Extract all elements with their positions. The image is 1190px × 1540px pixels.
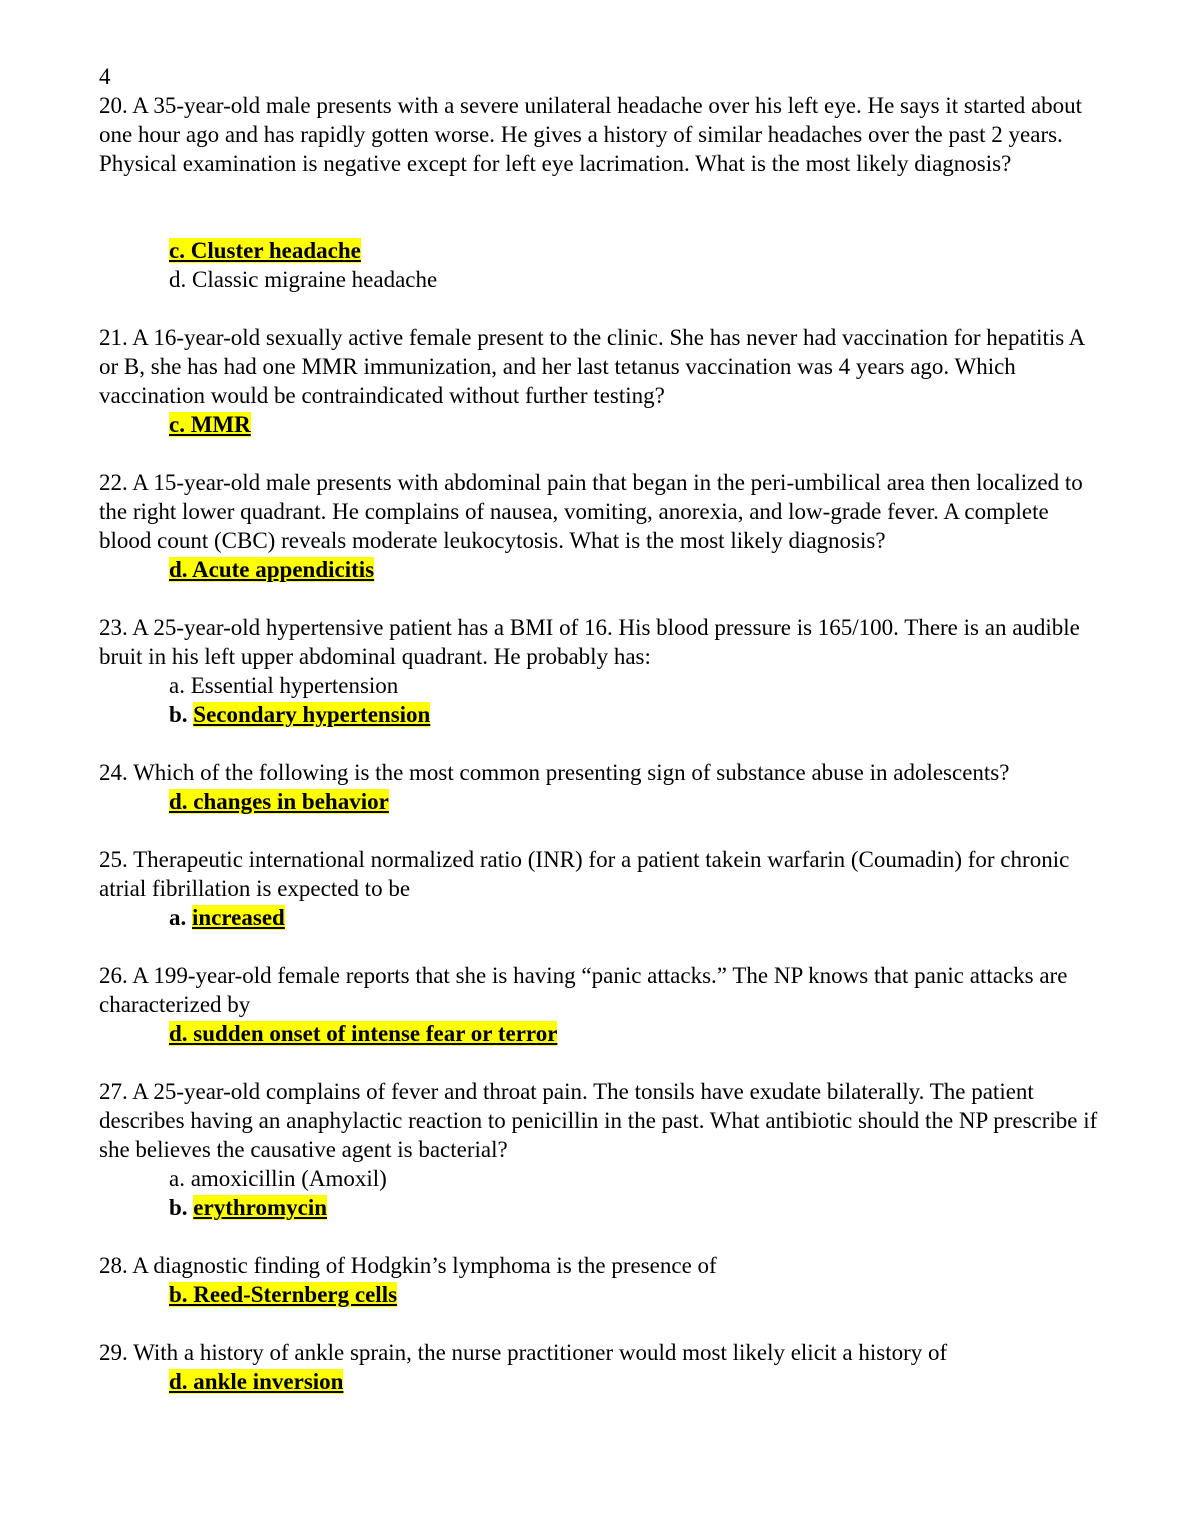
highlighted-answer: d. sudden onset of intense fear or terror [169,1021,558,1046]
highlighted-answer: d. changes in behavior [169,789,389,814]
highlighted-answer: c. MMR [169,412,251,437]
question-block [99,91,1098,294]
question-text: 25. Therapeutic international normalized ratio (INR) for a patient takein warfarin (Coumadin) for chronic atrial fibrillation is expected to be [99,847,1070,901]
answer-options [99,1367,1098,1396]
highlighted-answer: Secondary hypertension [193,702,431,727]
answer-option [169,555,1098,584]
question-block [99,323,1098,439]
answer-option-letter: b. [169,1195,194,1220]
answer-options [99,236,1098,294]
answer-options [99,1019,1098,1048]
blank-space [99,178,1098,236]
highlighted-answer: c. Cluster headache [169,238,361,263]
answer-options [99,1280,1098,1309]
answer-option [169,410,1098,439]
highlighted-answer: erythromycin [193,1195,328,1220]
answer-options [99,903,1098,932]
answer-options [99,671,1098,729]
answer-options [99,1164,1098,1222]
question-block [99,845,1098,932]
highlighted-answer: d. Acute appendicitis [169,557,375,582]
answer-options [99,410,1098,439]
question-text: 23. A 25-year-old hypertensive patient has a BMI of 16. His blood pressure is 165/100. There is an audible bruit in his left upper abdominal quadrant. He probably has: [99,615,1080,669]
answer-option [169,265,1098,294]
question-text: 28. A diagnostic finding of Hodgkin’s lymphoma is the presence of [99,1253,717,1278]
answer-option [169,1019,1098,1048]
answer-option [169,903,1098,932]
highlighted-answer: b. Reed-Sternberg cells [169,1282,398,1307]
question-block [99,1338,1098,1396]
question-text: 29. With a history of ankle sprain, the nurse practitioner would most likely elicit a history of [99,1340,948,1365]
highlighted-answer: d. ankle inversion [169,1369,344,1394]
answer-option [169,787,1098,816]
answer-options [99,787,1098,816]
question-block [99,613,1098,729]
question-block [99,1251,1098,1309]
question-text: 24. Which of the following is the most common presenting sign of substance abuse in adolescents? [99,760,1010,785]
question-block [99,468,1098,584]
question-text: 27. A 25-year-old complains of fever and throat pain. The tonsils have exudate bilaterally. The patient describes having an anaphylactic reaction to penicillin in the past. What antibiotic should the NP prescribe if she believes the causative agent is bacterial? [99,1079,1098,1162]
answer-option [169,1164,1098,1193]
question-list [99,91,1098,1396]
answer-option [169,671,1098,700]
question-block [99,1077,1098,1222]
answer-option [169,236,1098,265]
question-text: 26. A 199-year-old female reports that she is having “panic attacks.” The NP knows that panic attacks are characterized by [99,963,1068,1017]
answer-text: d. Classic migraine headache [169,267,438,292]
answer-text: a. Essential hypertension [169,673,399,698]
question-text: 20. A 35-year-old male presents with a severe unilateral headache over his left eye. He says it started about one hour ago and has rapidly gotten worse. He gives a history of similar headaches over the past 2 years. Physical examination is negative except for left eye lacrimation. What is the most likely diagnosis? [99,93,1083,176]
answer-option [169,1193,1098,1222]
highlighted-answer: increased [192,905,285,930]
answer-options [99,555,1098,584]
answer-option [169,700,1098,729]
question-text: 22. A 15-year-old male presents with abdominal pain that began in the peri-umbilical area then localized to the right lower quadrant. He complains of nausea, vomiting, anorexia, and low-grade fever. A complete blood count (CBC) reveals moderate leukocytosis. What is the most likely diagnosis? [99,470,1083,553]
answer-option-letter: b. [169,702,194,727]
question-text: 21. A 16-year-old sexually active female present to the clinic. She has never had vaccination for hepatitis A or B, she has had one MMR immunization, and her last tetanus vaccination was 4 years ago. Which vaccination would be contraindicated without further testing? [99,325,1085,408]
answer-option [169,1280,1098,1309]
page-number: 4 [99,64,111,89]
question-block [99,758,1098,816]
answer-option [169,1367,1098,1396]
question-block [99,961,1098,1048]
answer-option-letter: a. [169,905,192,930]
answer-text: a. amoxicillin (Amoxil) [169,1166,387,1191]
